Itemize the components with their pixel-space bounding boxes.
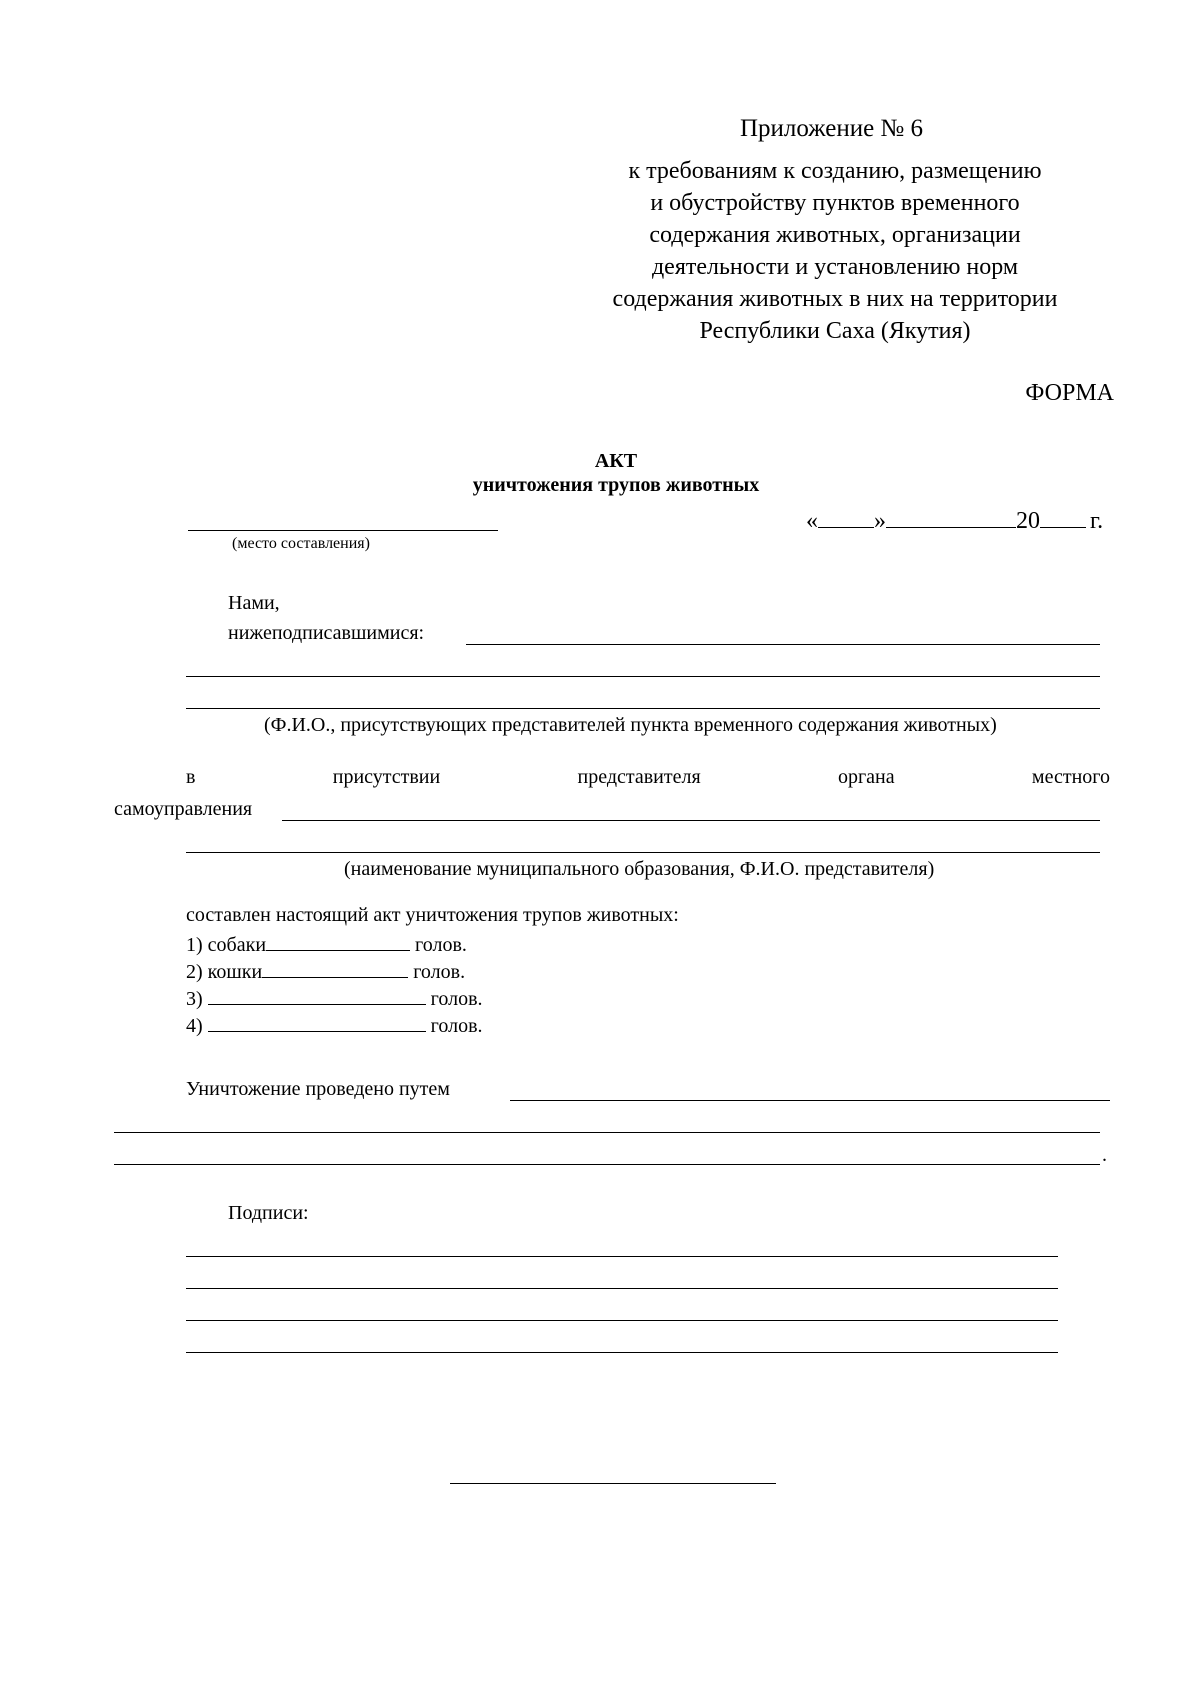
date-day-field[interactable] (818, 505, 874, 528)
undersigned-field[interactable] (466, 644, 1100, 645)
form-label: ФОРМА (1025, 380, 1114, 406)
self-government-field-line2[interactable] (186, 852, 1100, 853)
signature-line[interactable] (186, 1256, 1058, 1257)
appendix-line: содержания животных в них на территории (612, 286, 1058, 312)
undersigned-field-line3[interactable] (186, 708, 1100, 709)
act-subtitle: уничтожения трупов животных (472, 474, 760, 496)
signatures-label: Подписи: (228, 1202, 309, 1224)
item-number: 1) (186, 934, 203, 956)
item-unit: голов. (430, 988, 483, 1010)
item-unit: голов. (415, 934, 467, 956)
item-row (186, 928, 467, 958)
presence-word: в (186, 766, 196, 788)
presence-word: представителя (577, 766, 701, 788)
appendix-line: Республики Саха (Якутия) (699, 318, 971, 344)
item-unit: голов. (430, 1015, 483, 1037)
appendix-title: Приложение № 6 (740, 115, 924, 142)
place-field[interactable] (188, 530, 498, 531)
item-name: собаки (207, 934, 267, 956)
presence-word: присутствии (332, 766, 441, 788)
compiled-text: составлен настоящий акт уничтожения трупов животных: (186, 904, 679, 926)
undersigned-label: нижеподписавшимися: (228, 622, 425, 644)
date-month-field[interactable] (886, 505, 1016, 528)
undersigned-caption: (Ф.И.О., присутствующих представителей пункта временного содержания животных) (264, 714, 997, 736)
item-number: 4) (186, 1015, 203, 1037)
act-title: АКТ (594, 450, 638, 472)
appendix-line: деятельности и установлению норм (651, 254, 1019, 280)
item-number: 2) (186, 961, 203, 983)
item-name: кошки (207, 961, 263, 983)
item-count-field[interactable] (266, 928, 410, 951)
self-government-field[interactable] (282, 820, 1100, 821)
appendix-line: и обустройству пунктов временного (650, 190, 1020, 216)
item-number: 3) (186, 988, 203, 1010)
undersigned-field-line2[interactable] (186, 676, 1100, 677)
signature-line[interactable] (186, 1352, 1058, 1353)
by-us-label: Нами, (228, 592, 280, 614)
self-government-label: самоуправления (114, 798, 253, 820)
destruction-field-line2[interactable] (114, 1132, 1100, 1133)
date-year-suffix: г. (1090, 508, 1104, 534)
date-year-prefix: 20 (1016, 508, 1040, 534)
item-animal-field[interactable] (208, 1009, 426, 1032)
municipal-caption: (наименование муниципального образования, Ф.И.О. представителя) (344, 858, 935, 880)
appendix-line: содержания животных, организации (649, 222, 1021, 248)
presence-line (186, 764, 1110, 790)
destruction-field[interactable] (510, 1100, 1110, 1101)
bottom-separator (450, 1483, 776, 1484)
date-close-quote: » (874, 508, 886, 534)
presence-word: местного (1031, 766, 1110, 788)
date-open-quote: « (806, 508, 818, 534)
place-caption: (место составления) (232, 535, 370, 552)
presence-word: органа (837, 766, 895, 788)
signature-line[interactable] (186, 1288, 1058, 1289)
item-row (186, 1009, 483, 1039)
date-year-field[interactable] (1040, 505, 1086, 528)
item-row (186, 982, 483, 1012)
date-field (806, 505, 1103, 536)
period-mark: . (1102, 1144, 1107, 1166)
destruction-label: Уничтожение проведено путем (186, 1078, 450, 1100)
destruction-field-line3[interactable] (114, 1164, 1100, 1165)
item-unit: голов. (413, 961, 466, 983)
item-animal-field[interactable] (208, 982, 426, 1005)
item-count-field[interactable] (262, 955, 408, 978)
appendix-line: к требованиям к созданию, размещению (628, 158, 1042, 184)
signature-line[interactable] (186, 1320, 1058, 1321)
item-row (186, 955, 465, 985)
